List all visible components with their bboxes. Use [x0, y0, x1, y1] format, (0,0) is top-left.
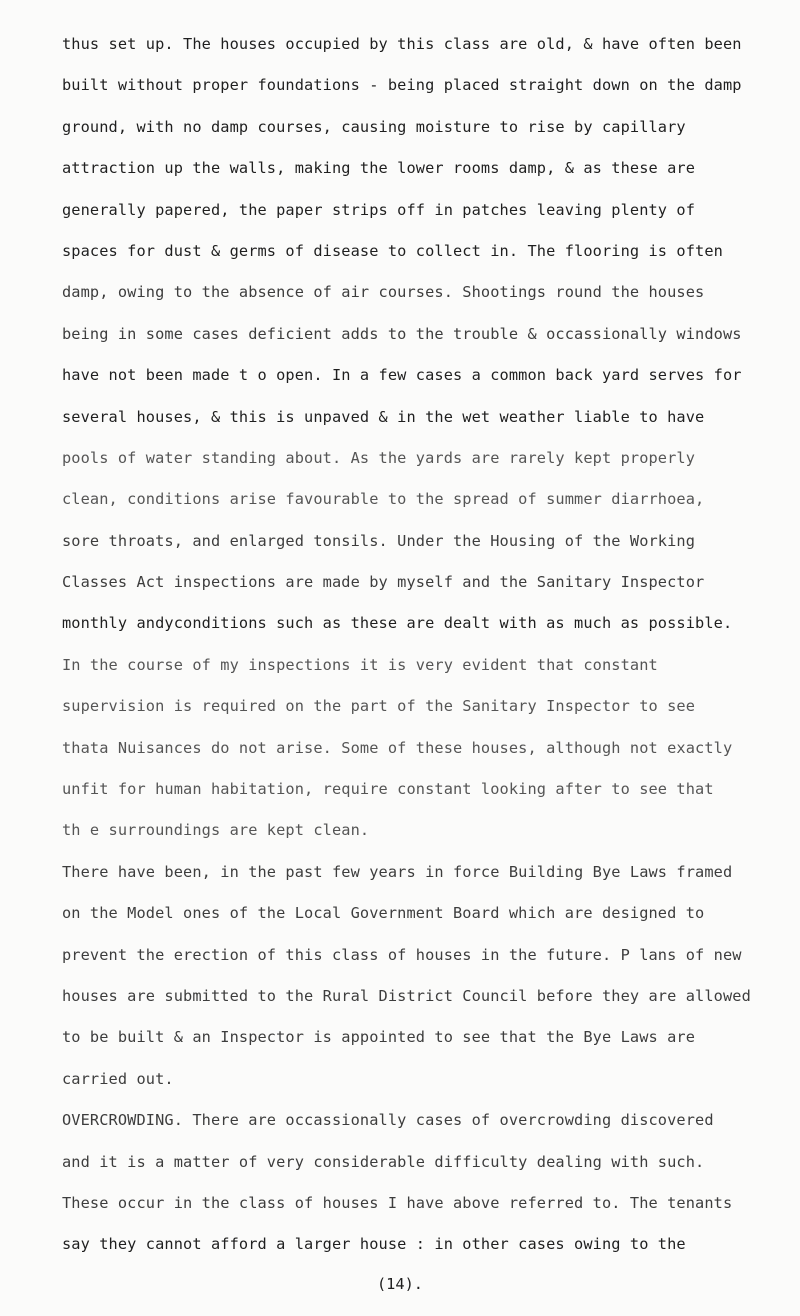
- text-line: sore throats, and enlarged tonsils. Under the Housing of the Working: [62, 531, 696, 550]
- text-line: to be built & an Inspector is appointed to see that the Bye Laws are: [62, 1028, 696, 1047]
- text-line: attraction up the walls, making the lower rooms damp, & as these are: [62, 159, 696, 178]
- text-line: th e surroundings are kept clean.: [62, 821, 370, 840]
- typed-text-body: [62, 24, 782, 1266]
- text-line: In the course of my inspections it is very evident that constant: [62, 655, 658, 674]
- text-line: spaces for dust & germs of disease to collect in. The flooring is often: [62, 241, 723, 260]
- text-line: houses are submitted to the Rural District Council before they are allowed: [62, 986, 751, 1005]
- text-line: unfit for human habitation, require constant looking after to see that: [62, 780, 714, 799]
- section-heading-line: OVERCROWDING. There are occassionally cases of overcrowding discovered: [62, 1111, 714, 1130]
- text-line: ground, with no damp courses, causing moisture to rise by capillary: [62, 117, 686, 136]
- text-line: pools of water standing about. As the yards are rarely kept properly: [62, 448, 696, 467]
- text-line: several houses, & this is unpaved & in the wet weather liable to have: [62, 407, 705, 426]
- text-line: built without proper foundations - being placed straight down on the damp: [62, 76, 742, 95]
- text-line: being in some cases deficient adds to the trouble & occassionally windows: [62, 324, 742, 343]
- page-number: (14).: [376, 1275, 424, 1293]
- text-line: supervision is required on the part of the Sanitary Inspector to see: [62, 697, 696, 716]
- text-line: generally papered, the paper strips off in patches leaving plenty of: [62, 200, 696, 219]
- text-line: say they cannot afford a larger house : in other cases owing to the: [62, 1235, 686, 1254]
- text-line: have not been made t o open. In a few cases a common back yard serves for: [62, 366, 742, 385]
- text-line: and it is a matter of very considerable difficulty dealing with such.: [62, 1152, 705, 1171]
- text-line: thus set up. The houses occupied by this class are old, & have often been: [62, 35, 742, 53]
- text-line: clean, conditions arise favourable to the spread of summer diarrhoea,: [62, 490, 705, 509]
- text-line: monthly andyconditions such as these are dealt with as much as possible.: [62, 614, 733, 633]
- text-line: There have been, in the past few years in force Building Bye Laws framed: [62, 862, 733, 881]
- text-line: on the Model ones of the Local Government Board which are designed to: [62, 904, 705, 923]
- text-line: thata Nuisances do not arise. Some of these houses, although not exactly: [62, 738, 733, 757]
- text-line: prevent the erection of this class of houses in the future. P lans of new: [62, 945, 742, 964]
- text-line: Classes Act inspections are made by myself and the Sanitary Inspector: [62, 573, 705, 592]
- text-line: damp, owing to the absence of air courses. Shootings round the houses: [62, 283, 705, 302]
- text-line: These occur in the class of houses I have above referred to. The tenants: [62, 1193, 733, 1212]
- text-line: carried out.: [62, 1069, 174, 1088]
